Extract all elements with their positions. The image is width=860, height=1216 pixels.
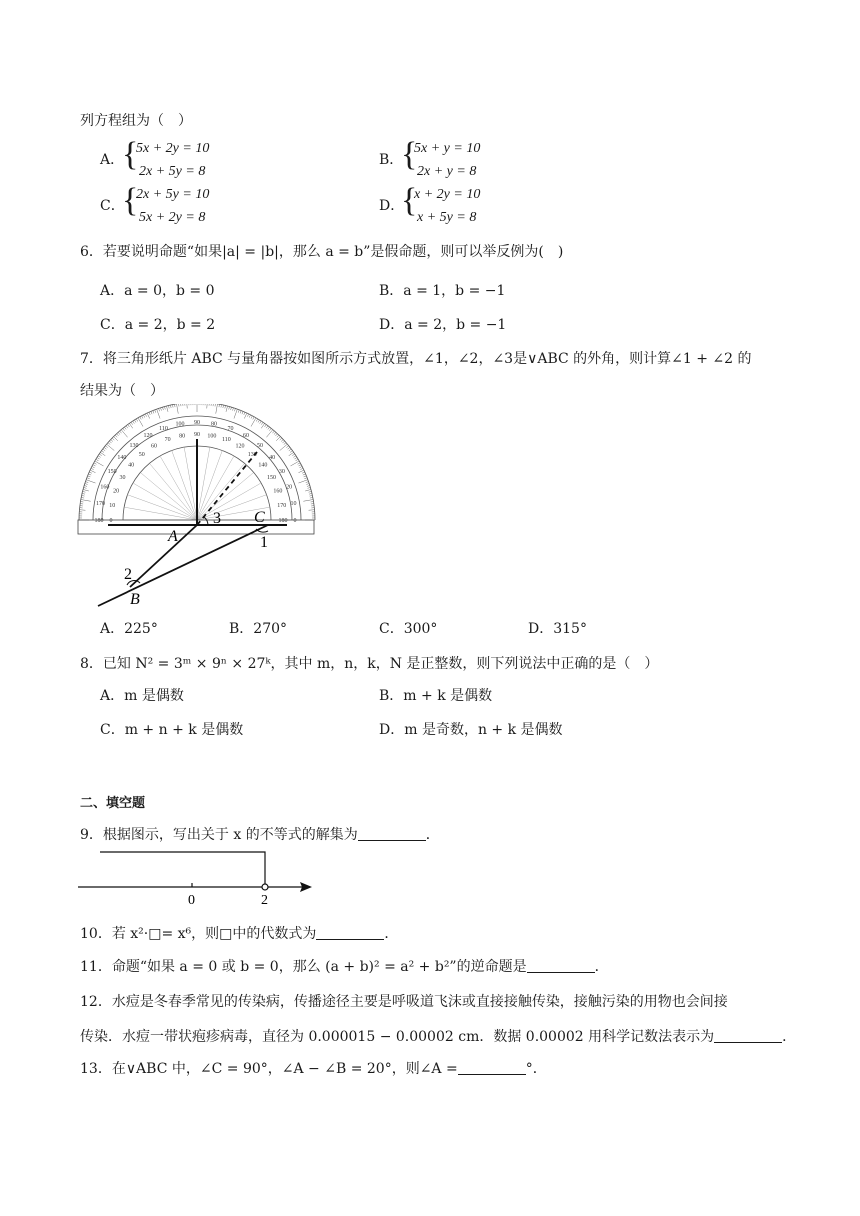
q13-stem: 13．在∨ABC 中，∠C = 90°，∠A − ∠B = 20°，则∠A = °． xyxy=(80,1061,547,1077)
q12-line2: 传染．水痘一带状疱疹病毒，直径为 0.000015 − 0.00002 cm．数据 0.00002 用科学记数法表示为 ． xyxy=(80,1029,797,1045)
q7-option-a[interactable]: A．225° xyxy=(100,621,158,637)
q9-stem: 9．根据图示，写出关于 x 的不等式的解集为 ． xyxy=(80,827,440,843)
protractor-outer-tick: 60 xyxy=(243,433,249,440)
q13-answer-blank[interactable] xyxy=(458,1062,526,1075)
q12-line1: 12．水痘是冬春季常见的传染病，传播途径主要是呼吸道飞沫或直接接触传染，接触污染的用物也会间接 xyxy=(80,994,728,1010)
protractor-inner-tick: 10 xyxy=(109,503,116,510)
protractor-outer-tick: 170 xyxy=(95,500,105,507)
q6-option-a[interactable]: A．a = 0，b = 0 xyxy=(100,283,215,299)
q8-option-a[interactable]: A．m 是偶数 xyxy=(100,688,184,704)
q10-stem: 10．若 x²·□= x⁶，则□中的代数式为 ． xyxy=(80,926,399,942)
q9-number-line xyxy=(76,848,316,910)
protractor-inner-tick: 70 xyxy=(164,437,171,444)
tick-label-2: 2 xyxy=(261,893,268,908)
label-2: 2 xyxy=(124,566,132,583)
protractor-outer-tick: 30 xyxy=(278,469,285,475)
protractor-outer-tick: 180 xyxy=(94,518,104,524)
protractor-outer-tick: 150 xyxy=(107,469,117,475)
protractor-inner-tick: 90 xyxy=(194,432,200,438)
protractor-inner-tick: 0 xyxy=(109,518,113,524)
protractor-inner-tick: 110 xyxy=(222,437,231,444)
protractor-inner-tick: 60 xyxy=(151,443,157,450)
section-title-fill-in: 二、填空题 xyxy=(80,796,146,811)
protractor-inner-tick: 50 xyxy=(138,452,145,459)
protractor-outer-tick: 20 xyxy=(286,484,293,491)
q8-option-b[interactable]: B．m + k 是偶数 xyxy=(379,688,493,704)
protractor-outer-tick: 80 xyxy=(211,421,218,428)
protractor-outer-tick: 40 xyxy=(269,455,276,462)
q7-stem-line1: 7．将三角形纸片 ABC 与量角器按如图所示方式放置，∠1，∠2，∠3是∨ABC 的外角，则计算∠1 + ∠2 的 xyxy=(80,351,752,367)
q6-option-d[interactable]: D．a = 2，b = −1 xyxy=(379,317,507,333)
protractor-outer-tick: 10 xyxy=(290,500,297,507)
protractor-inner-tick: 120 xyxy=(235,443,245,450)
label-3: 3 xyxy=(213,510,221,527)
protractor-outer-tick: 50 xyxy=(256,442,263,449)
q8-option-d[interactable]: D．m 是奇数，n + k 是偶数 xyxy=(379,722,563,738)
protractor-inner-tick: 170 xyxy=(277,503,287,510)
label-c: C xyxy=(254,509,265,526)
q10-answer-blank[interactable] xyxy=(316,927,384,940)
protractor-inner-tick: 140 xyxy=(258,462,268,469)
protractor-inner-tick: 180 xyxy=(278,518,288,524)
q7-stem-line2: 结果为（ ） xyxy=(80,383,164,399)
q5-stem-tail: 列方程组为（ ） xyxy=(80,113,192,129)
protractor-outer-tick: 0 xyxy=(293,518,297,524)
protractor-inner-tick: 40 xyxy=(128,462,135,469)
protractor-outer-tick: 140 xyxy=(117,455,127,462)
q6-option-b[interactable]: B．a = 1，b = −1 xyxy=(379,283,506,299)
q6-option-c[interactable]: C．a = 2，b = 2 xyxy=(100,317,216,333)
protractor-inner-tick: 20 xyxy=(113,488,120,495)
q6-stem: 6．若要说明命题“如果|a| = |b|，那么 a = b”是假命题，则可以举反例为( ) xyxy=(80,244,564,260)
protractor-inner-tick: 160 xyxy=(273,488,283,495)
q7-option-b[interactable]: B．270° xyxy=(229,621,288,637)
tick-label-0: 0 xyxy=(188,893,195,908)
protractor-inner-tick: 130 xyxy=(247,452,257,459)
protractor-inner-tick: 30 xyxy=(119,475,126,481)
protractor-inner-tick: 150 xyxy=(266,475,276,481)
protractor-outer-tick: 70 xyxy=(227,425,234,432)
q12-answer-blank[interactable] xyxy=(714,1030,782,1043)
label-a: A xyxy=(168,528,178,545)
q9-answer-blank[interactable] xyxy=(358,828,426,841)
q11-stem: 11．命题“如果 a = 0 或 b = 0，那么 (a + b)² = a² + b²”的逆命题是 ． xyxy=(80,959,609,975)
protractor-inner-tick: 100 xyxy=(207,433,217,440)
protractor-outer-tick: 100 xyxy=(175,421,185,428)
dashed-line xyxy=(197,452,257,525)
q7-protractor-figure xyxy=(72,404,324,610)
label-1: 1 xyxy=(260,534,268,551)
protractor-outer-tick: 160 xyxy=(100,484,110,491)
q8-stem: 8．已知 N² = 3ᵐ × 9ⁿ × 27ᵏ，其中 m，n，k，N 是正整数，则下列说法中正确的是（ ） xyxy=(80,656,659,672)
q7-option-c[interactable]: C．300° xyxy=(379,621,438,637)
q8-option-c[interactable]: C．m + n + k 是偶数 xyxy=(100,722,244,738)
open-circle xyxy=(262,884,268,890)
protractor-outer-tick: 90 xyxy=(194,420,200,426)
protractor-inner-tick: 80 xyxy=(179,433,186,440)
q11-answer-blank[interactable] xyxy=(527,960,595,973)
protractor-outer-tick: 130 xyxy=(129,442,139,449)
protractor-outer-tick: 110 xyxy=(159,425,168,432)
protractor-outer-tick: 120 xyxy=(143,433,153,440)
q7-option-d[interactable]: D．315° xyxy=(528,621,587,637)
label-b: B xyxy=(130,591,140,608)
